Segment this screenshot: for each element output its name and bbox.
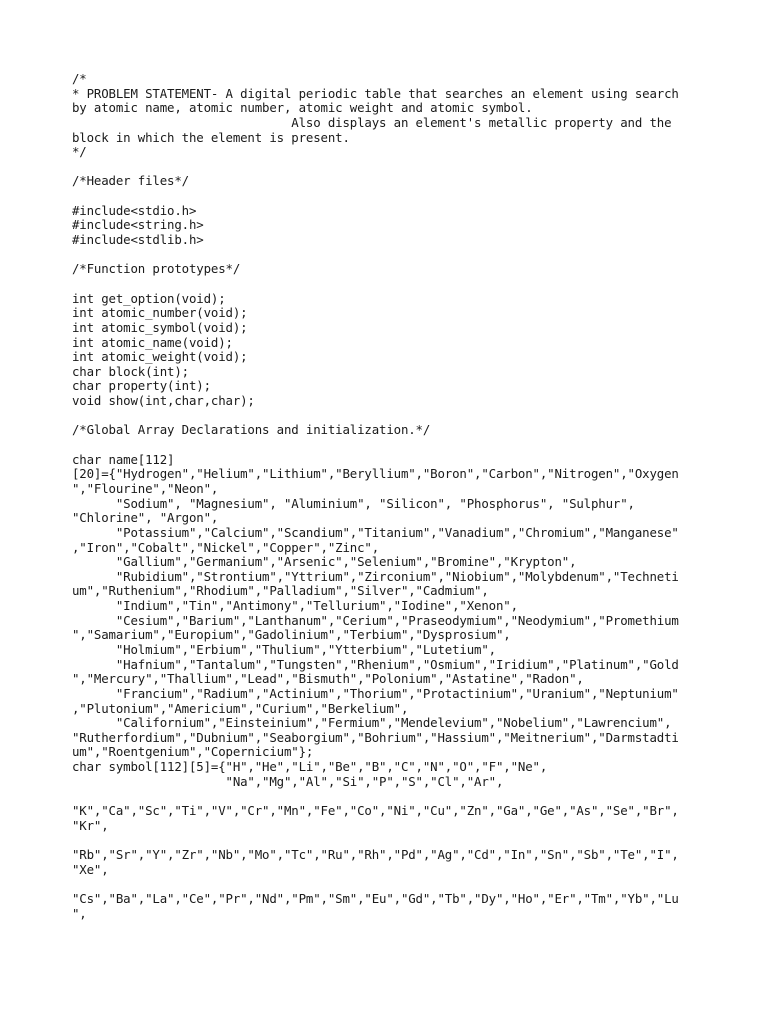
- code-line: "Rb","Sr","Y","Zr","Nb","Mo","Tc","Ru","Rh","Pd","Ag","Cd","In","Sn","Sb","Te","I",: [72, 846, 679, 862]
- code-line: [72, 789, 702, 804]
- code-line: /*Function prototypes*/: [72, 261, 241, 277]
- code-line: ","Mercury","Thallium","Lead","Bismuth","Polonium","Astatine","Radon",: [72, 671, 584, 687]
- code-line: [72, 438, 702, 453]
- code-line: Also displays an element's metallic property and the: [72, 114, 672, 130]
- code-line: char property(int);: [72, 378, 211, 394]
- code-line: [72, 833, 702, 848]
- code-line: "Sodium", "Magnesium", "Aluminium", "Silicon", "Phosphorus", "Sulphur",: [72, 495, 635, 511]
- code-line: "Gallium","Germanium","Arsenic","Selenium","Bromine","Krypton",: [72, 554, 577, 570]
- code-line: "Cs","Ba","La","Ce","Pr","Nd","Pm","Sm","Eu","Gd","Tb","Dy","Ho","Er","Tm","Yb","Lu: [72, 890, 679, 906]
- code-line: "K","Ca","Sc","Ti","V","Cr","Mn","Fe","Co","Ni","Cu","Zn","Ga","Ge","As","Se","Br",: [72, 803, 679, 819]
- code-line: [72, 277, 702, 292]
- source-code-text: [72, 72, 702, 921]
- code-line: [72, 160, 702, 175]
- code-line: char name[112]: [72, 451, 175, 467]
- code-line: int atomic_weight(void);: [72, 349, 248, 365]
- code-line: [72, 189, 702, 204]
- code-line: "Cesium","Barium","Lanthanum","Cerium","Praseodymium","Neodymium","Promethium: [72, 612, 679, 628]
- code-line: /*Header files*/: [72, 173, 189, 189]
- code-line: int get_option(void);: [72, 290, 226, 306]
- code-line: ,"Iron","Cobalt","Nickel","Copper","Zinc",: [72, 539, 380, 555]
- code-line: ","Samarium","Europium","Gadolinium","Terbium","Dysprosium",: [72, 627, 511, 643]
- code-line: [72, 409, 702, 424]
- code-line: #include<stdio.h>: [72, 202, 197, 218]
- code-line: "Kr",: [72, 817, 109, 833]
- code-line: #include<stdlib.h>: [72, 232, 204, 248]
- code-line: "Californium","Einsteinium","Fermium","Mendelevium","Nobelium","Lawrencium",: [72, 715, 672, 731]
- code-line: char block(int);: [72, 363, 189, 379]
- code-line: um","Roentgenium","Copernicium"};: [72, 744, 314, 760]
- code-line: "Indium","Tin","Antimony","Tellurium","Iodine","Xenon",: [72, 598, 518, 614]
- code-line: [72, 248, 702, 263]
- code-line: /*: [72, 71, 87, 86]
- code-line: [20]={"Hydrogen","Helium","Lithium","Beryllium","Boron","Carbon","Nitrogen","Oxygen: [72, 466, 679, 482]
- code-line: "Hafnium","Tantalum","Tungsten","Rhenium","Osmium","Iridium","Platinum","Gold: [72, 656, 679, 672]
- code-line: int atomic_name(void);: [72, 334, 233, 350]
- code-line: "Potassium","Calcium","Scandium","Titanium","Vanadium","Chromium","Manganese": [72, 524, 679, 540]
- code-line: "Na","Mg","Al","Si","P","S","Cl","Ar",: [72, 773, 504, 789]
- code-line: char symbol[112][5]={"H","He","Li","Be","B","C","N","O","F","Ne",: [72, 759, 548, 775]
- code-line: ","Flourine","Neon",: [72, 480, 219, 496]
- code-line: int atomic_number(void);: [72, 305, 248, 321]
- code-line: "Xe",: [72, 861, 109, 877]
- code-line: void show(int,char,char);: [72, 393, 255, 409]
- code-line: "Francium","Radium","Actinium","Thorium","Protactinium","Uranium","Neptunium": [72, 685, 679, 701]
- code-line: "Chlorine", "Argon",: [72, 510, 219, 526]
- code-line: ,"Plutonium","Americium","Curium","Berkelium",: [72, 700, 409, 716]
- code-line: [72, 877, 702, 892]
- code-line: um","Ruthenium","Rhodium","Palladium","Silver","Cadmium",: [72, 583, 489, 599]
- code-line: block in which the element is present.: [72, 129, 350, 145]
- code-line: "Rutherfordium","Dubnium","Seaborgium","Bohrium","Hassium","Meitnerium","Darmstadti: [72, 729, 679, 745]
- code-line: by atomic name, atomic number, atomic weight and atomic symbol.: [72, 100, 533, 116]
- code-line: "Rubidium","Strontium","Yttrium","Zirconium","Niobium","Molybdenum","Techneti: [72, 568, 679, 584]
- code-line: * PROBLEM STATEMENT- A digital periodic table that searches an element using search: [72, 85, 679, 101]
- code-line: #include<string.h>: [72, 217, 204, 233]
- code-line: "Holmium","Erbium","Thulium","Ytterbium","Lutetium",: [72, 641, 496, 657]
- code-line: /*Global Array Declarations and initialization.*/: [72, 422, 431, 438]
- code-line: ",: [72, 905, 87, 921]
- code-line: int atomic_symbol(void);: [72, 319, 248, 335]
- code-line: */: [72, 144, 87, 160]
